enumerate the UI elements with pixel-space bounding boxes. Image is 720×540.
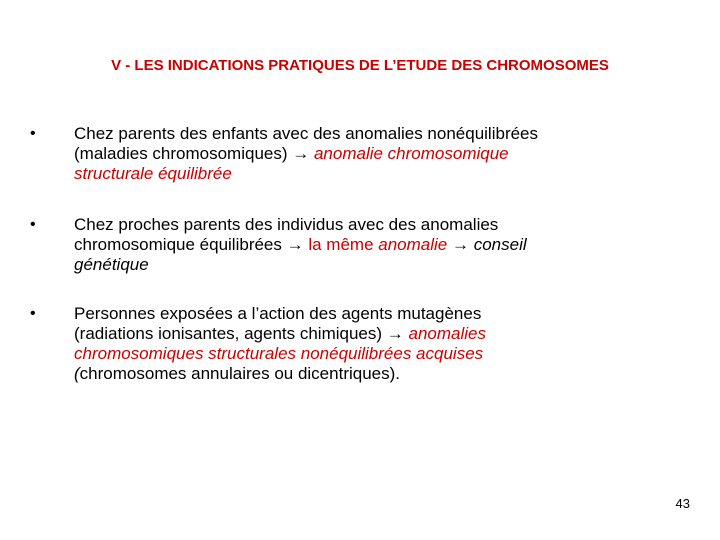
- bullet-line: [74, 324, 664, 344]
- text-span: (maladies chromosomiques) →: [74, 144, 314, 163]
- highlight-text: structurale équilibrée: [74, 164, 232, 183]
- highlight-text: la même: [308, 235, 379, 254]
- text-span: chromosomique équilibrées →: [74, 235, 309, 254]
- bullet-line: Chez parents des enfants avec des anomalies nonéquilibrées: [74, 124, 539, 143]
- bullet-marker: •: [30, 305, 36, 322]
- highlight-text: anomalies: [408, 324, 486, 343]
- italic-text: conseil: [473, 235, 527, 254]
- highlight-text: anomalie: [378, 235, 448, 254]
- bullet-text: [74, 215, 664, 275]
- text-span: (radiations ionisantes, agents chimiques) →: [74, 324, 409, 343]
- slide-title: V - LES INDICATIONS PRATIQUES DE L’ETUDE DES CHROMOSOMES: [111, 57, 609, 74]
- page-number: 43: [675, 496, 690, 511]
- bullet-marker: •: [30, 216, 36, 233]
- bullet-line: Personnes exposées a l’action des agents mutagènes: [74, 304, 482, 323]
- italic-text: (: [74, 364, 80, 383]
- bullet-line: Chez proches parents des individus avec des anomalies: [74, 215, 499, 234]
- bullet-text: [74, 304, 664, 384]
- italic-text: génétique: [74, 255, 149, 274]
- text-span: chromosomes annulaires ou dicentriques).: [79, 364, 400, 383]
- bullet-line: [74, 235, 664, 255]
- highlight-text: anomalie chromosomique: [313, 144, 509, 163]
- arrow-text: →: [447, 235, 474, 254]
- bullet-text: [74, 124, 664, 184]
- bullet-line: [74, 364, 664, 384]
- bullet-line: [74, 144, 664, 164]
- bullet-marker: •: [30, 125, 36, 142]
- highlight-text: chromosomiques structurales nonéquilibrées acquises: [74, 344, 484, 363]
